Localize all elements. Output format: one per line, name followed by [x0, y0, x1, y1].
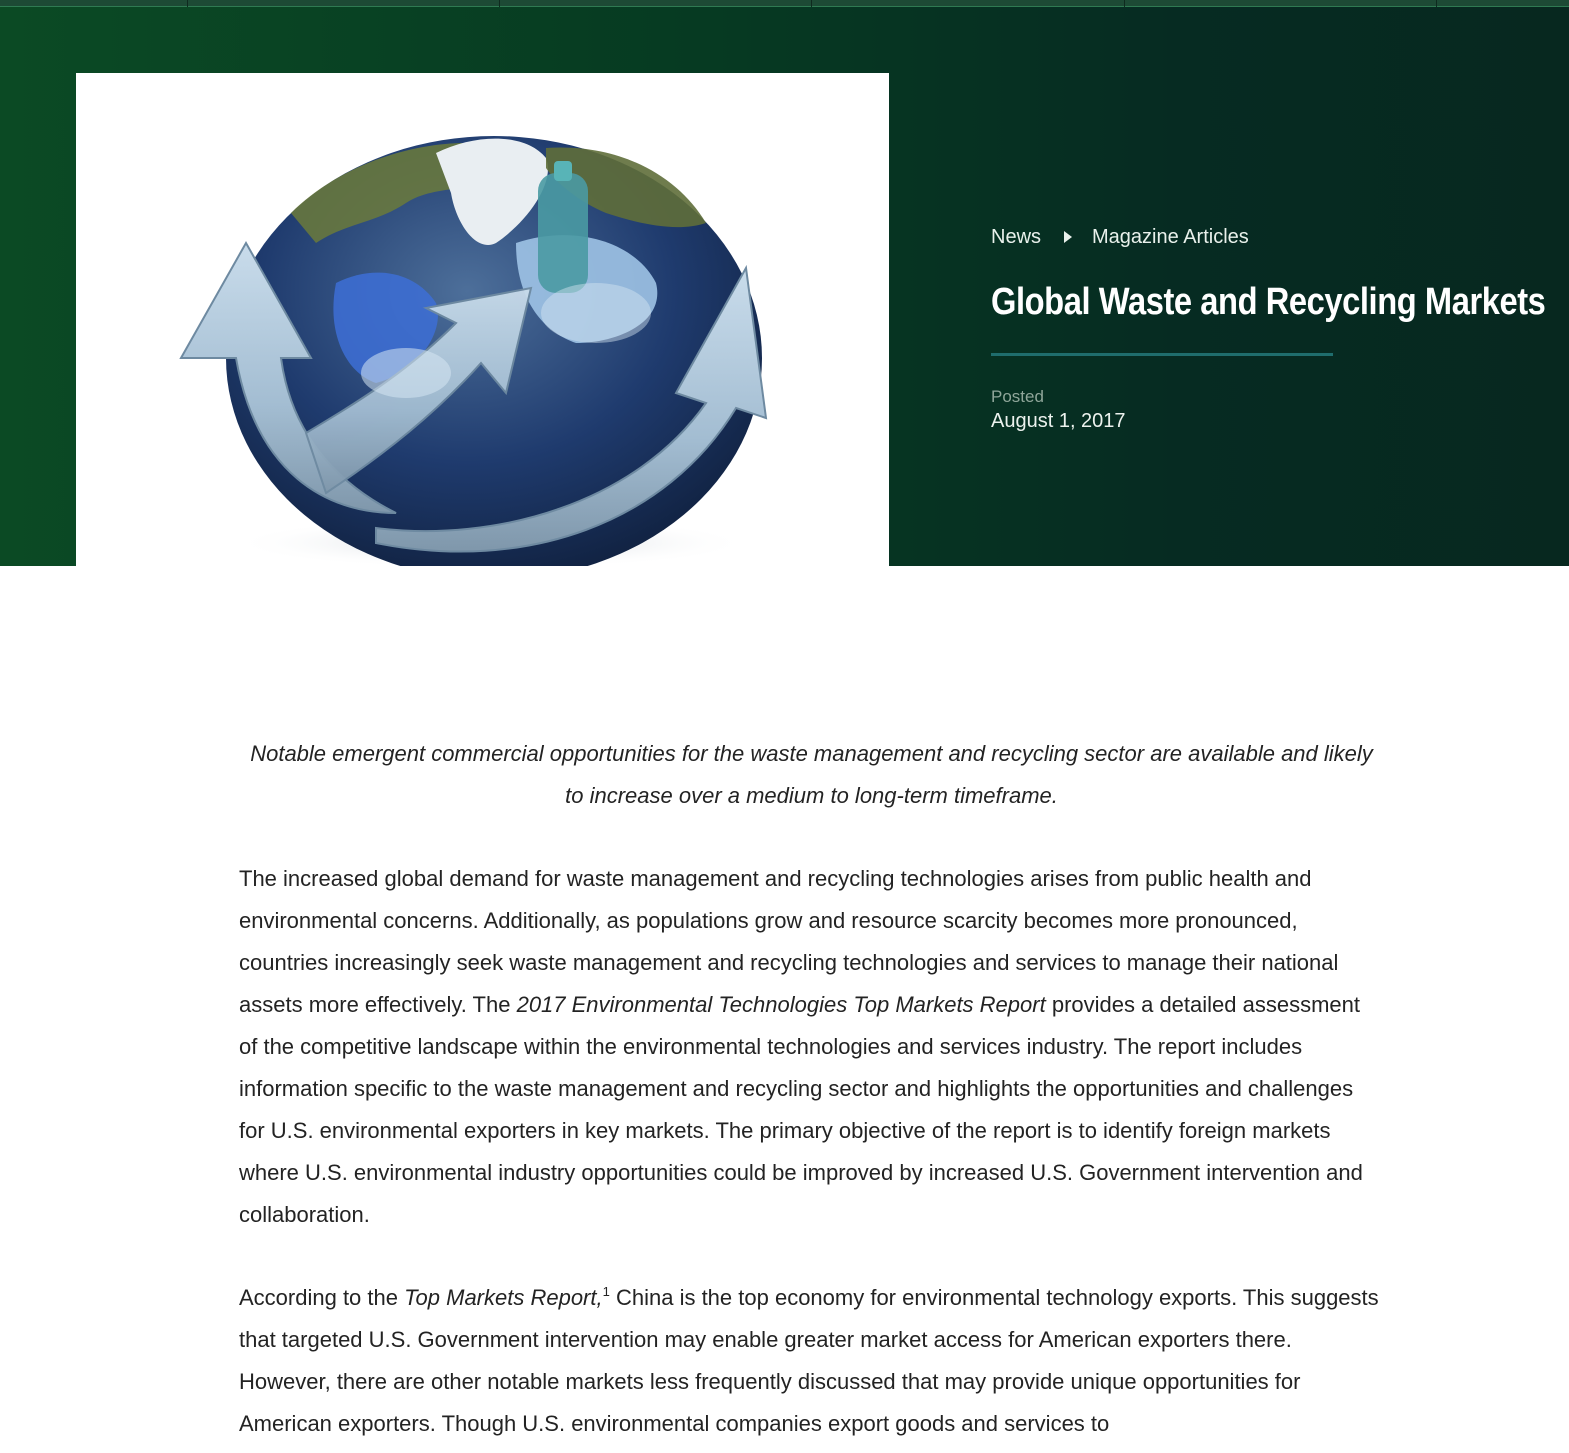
paragraph-text: According to the — [239, 1285, 405, 1310]
article-paragraph-1 — [239, 858, 1384, 1236]
nav-divider — [811, 0, 812, 7]
report-title-comma: , — [596, 1285, 603, 1310]
hero-image-globe-recycling — [76, 73, 889, 566]
article-lede: Notable emergent commercial opportunities for the waste management and recycling sector are available and likely to increase over a medium to long-term timeframe. — [250, 741, 1373, 808]
nav-divider — [1124, 0, 1125, 7]
article-paragraph-2 — [239, 1277, 1384, 1445]
posted-date: August 1, 2017 — [991, 410, 1126, 432]
report-title-italic: Top Markets Report — [404, 1285, 597, 1310]
report-title-italic: 2017 Environmental Technologies Top Markets Report — [516, 992, 1046, 1017]
article-hero — [0, 7, 1569, 566]
top-nav-strip — [0, 0, 1569, 7]
article-header — [991, 222, 1551, 433]
footnote-1-link[interactable]: 1 — [602, 1284, 610, 1299]
nav-divider — [1436, 0, 1437, 7]
title-divider — [991, 353, 1333, 356]
paragraph-text: The increased global demand for waste management and recycling technologies arises from public health and environmental concerns. Additionally, as populations grow and resource scarcity becomes more pronounced, countries increasingly seek waste management and recycling technologies and services to manage their national assets more effectively. The — [239, 866, 1339, 1017]
paragraph-text: China is the top economy for environmental technology exports. This suggests that targeted U.S. Government intervention may enable greater market access for American exporters there. However, there are other notable markets less frequently discussed that may provide unique opportunities for American exporters. Though U.S. environmental companies export goods and services to — [239, 1285, 1379, 1436]
posted-label: Posted — [991, 387, 1044, 406]
nav-divider — [187, 0, 188, 7]
breadcrumb — [991, 222, 1551, 252]
nav-divider — [499, 0, 500, 7]
breadcrumb-news-link[interactable]: News — [991, 225, 1042, 248]
article-body — [239, 733, 1384, 1445]
globe-recycling-illustration — [76, 73, 889, 566]
breadcrumb-separator-icon — [1064, 231, 1072, 243]
breadcrumb-magazine-articles-link[interactable]: Magazine Articles — [1092, 225, 1249, 248]
page-title: Global Waste and Recycling Markets — [991, 281, 1546, 323]
paragraph-text: provides a detailed assessment of the competitive landscape within the environmental technologies and services industry. The report includes information specific to the waste management and recycling sector and highlights the opportunities and challenges for U.S. environmental exporters in key markets. The primary objective of the report is to identify foreign markets where U.S. environmental industry opportunities could be improved by increased U.S. Government intervention and collaboration. — [239, 992, 1363, 1227]
